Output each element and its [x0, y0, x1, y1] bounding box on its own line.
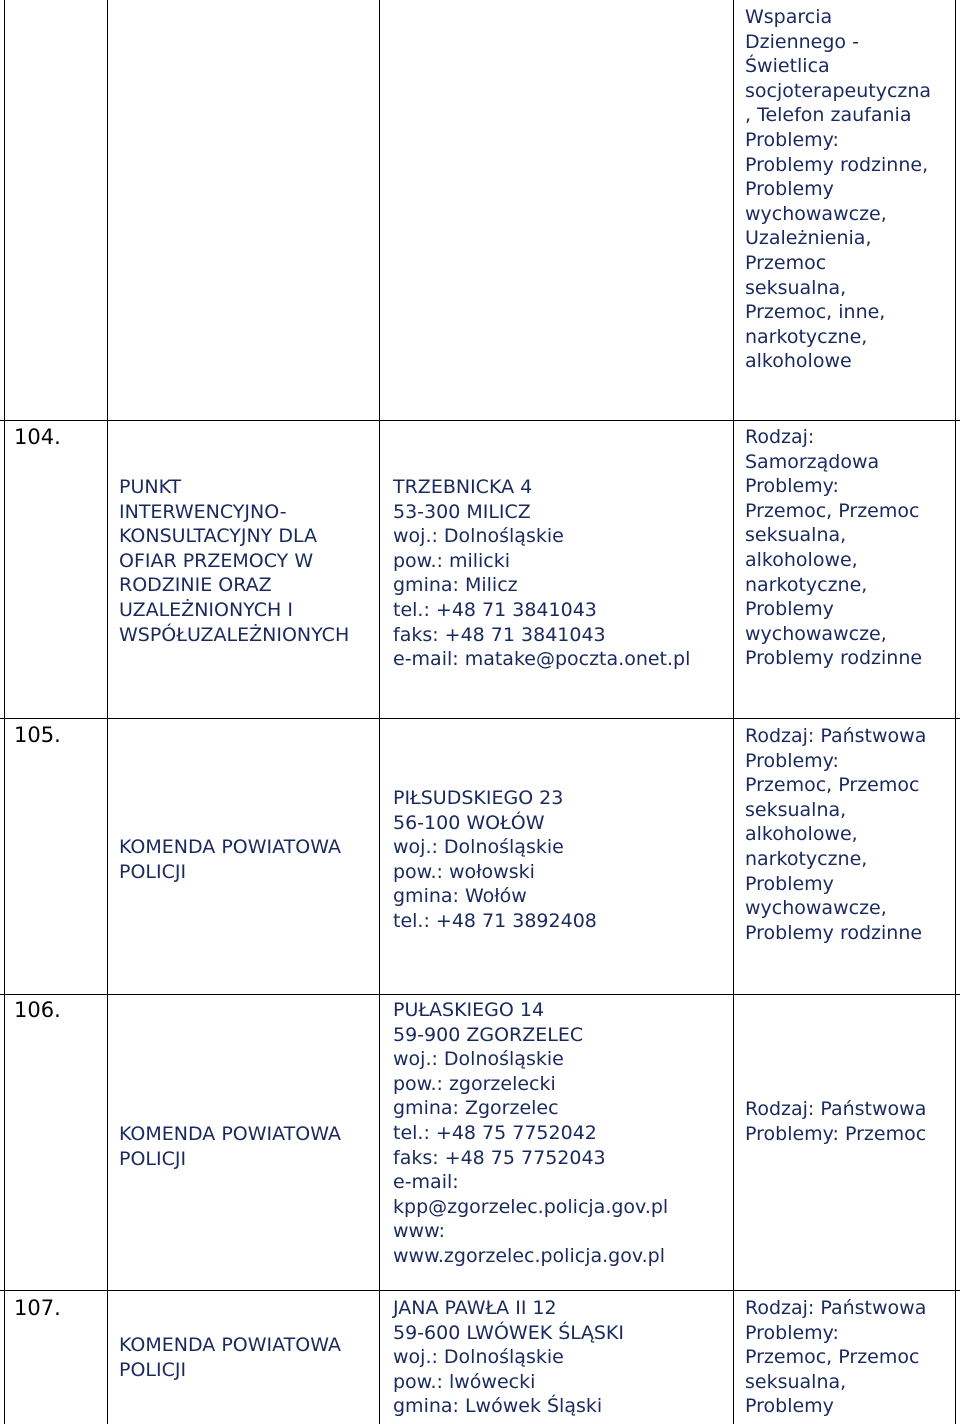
- address-block: PUŁASKIEGO 14 59-900 ZGORZELEC woj.: Dolnośląskie pow.: zgorzelecki gmina: Zgorzelec tel.: +48 75 7752042 faks: +48 75 7752043 e-mail: kpp@zgorzelec.policja.gov.pl www:: [393, 999, 669, 1243]
- institution-name: PUNKT INTERWENCYJNO- KONSULTACYJNY DLA OFIAR PRZEMOCY W RODZINIE ORAZ UZALEŻNIONYCH I WSPÓŁUZALEŻNIONYCH: [119, 476, 350, 646]
- row-separator: [0, 718, 960, 719]
- type-block: Rodzaj: Państwowa Problemy: Przemoc: [745, 1098, 927, 1145]
- type-block: Rodzaj: Państwowa Problemy: Przemoc, Przemoc seksualna, Problemy: [745, 1297, 927, 1418]
- row-number: 104.: [14, 425, 61, 449]
- grid-line-right: [955, 0, 956, 1424]
- website-link[interactable]: www.zgorzelec.policja.gov.pl: [393, 1245, 665, 1267]
- address-block: JANA PAWŁA II 12 59-600 LWÓWEK ŚLĄSKI woj.: Dolnośląskie pow.: lwówecki gmina: Lwówek Śląski: [393, 1297, 624, 1418]
- address-block: PIŁSUDSKIEGO 23 56-100 WOŁÓW woj.: Dolnośląskie pow.: wołowski gmina: Wołów tel.: +48 71 3892408: [393, 787, 597, 932]
- row-number: 107.: [14, 1296, 61, 1320]
- row-separator: [0, 1290, 960, 1291]
- address-block: TRZEBNICKA 4 53-300 MILICZ woj.: Dolnośląskie pow.: milicki gmina: Milicz tel.: +48 71 3841043 faks: +48 71 3841043 e-mail: matake@poczta.onet.pl: [393, 476, 691, 671]
- top-type-cell: Wsparcia Dziennego - Świetlica socjoterapeutyczna , Telefon zaufania Problemy: Problemy rodzinne, Problemy wychowawcze, Uzależnienia, Przemoc seksualna, Przemoc, inne, narkotyczne, alkoholowe: [745, 6, 932, 373]
- type-block: Rodzaj: Samorządowa Problemy: Przemoc, Przemoc seksualna, alkoholowe, narkotyczne, Problemy wychowawcze, Problemy rodzinne: [745, 426, 923, 670]
- grid-line-col3: [733, 0, 734, 1424]
- row-separator: [0, 420, 960, 421]
- row-number: 105.: [14, 723, 61, 747]
- row-number: 106.: [14, 998, 61, 1022]
- grid-line-left: [4, 0, 5, 1424]
- grid-line-col1: [107, 0, 108, 1424]
- institution-name: KOMENDA POWIATOWA POLICJI: [119, 836, 341, 883]
- grid-line-col2: [379, 0, 380, 1424]
- row-separator: [0, 994, 960, 995]
- institution-name: KOMENDA POWIATOWA POLICJI: [119, 1123, 341, 1170]
- institution-name: KOMENDA POWIATOWA POLICJI: [119, 1334, 341, 1381]
- type-block: Rodzaj: Państwowa Problemy: Przemoc, Przemoc seksualna, alkoholowe, narkotyczne, Problemy wychowawcze, Problemy rodzinne: [745, 725, 927, 944]
